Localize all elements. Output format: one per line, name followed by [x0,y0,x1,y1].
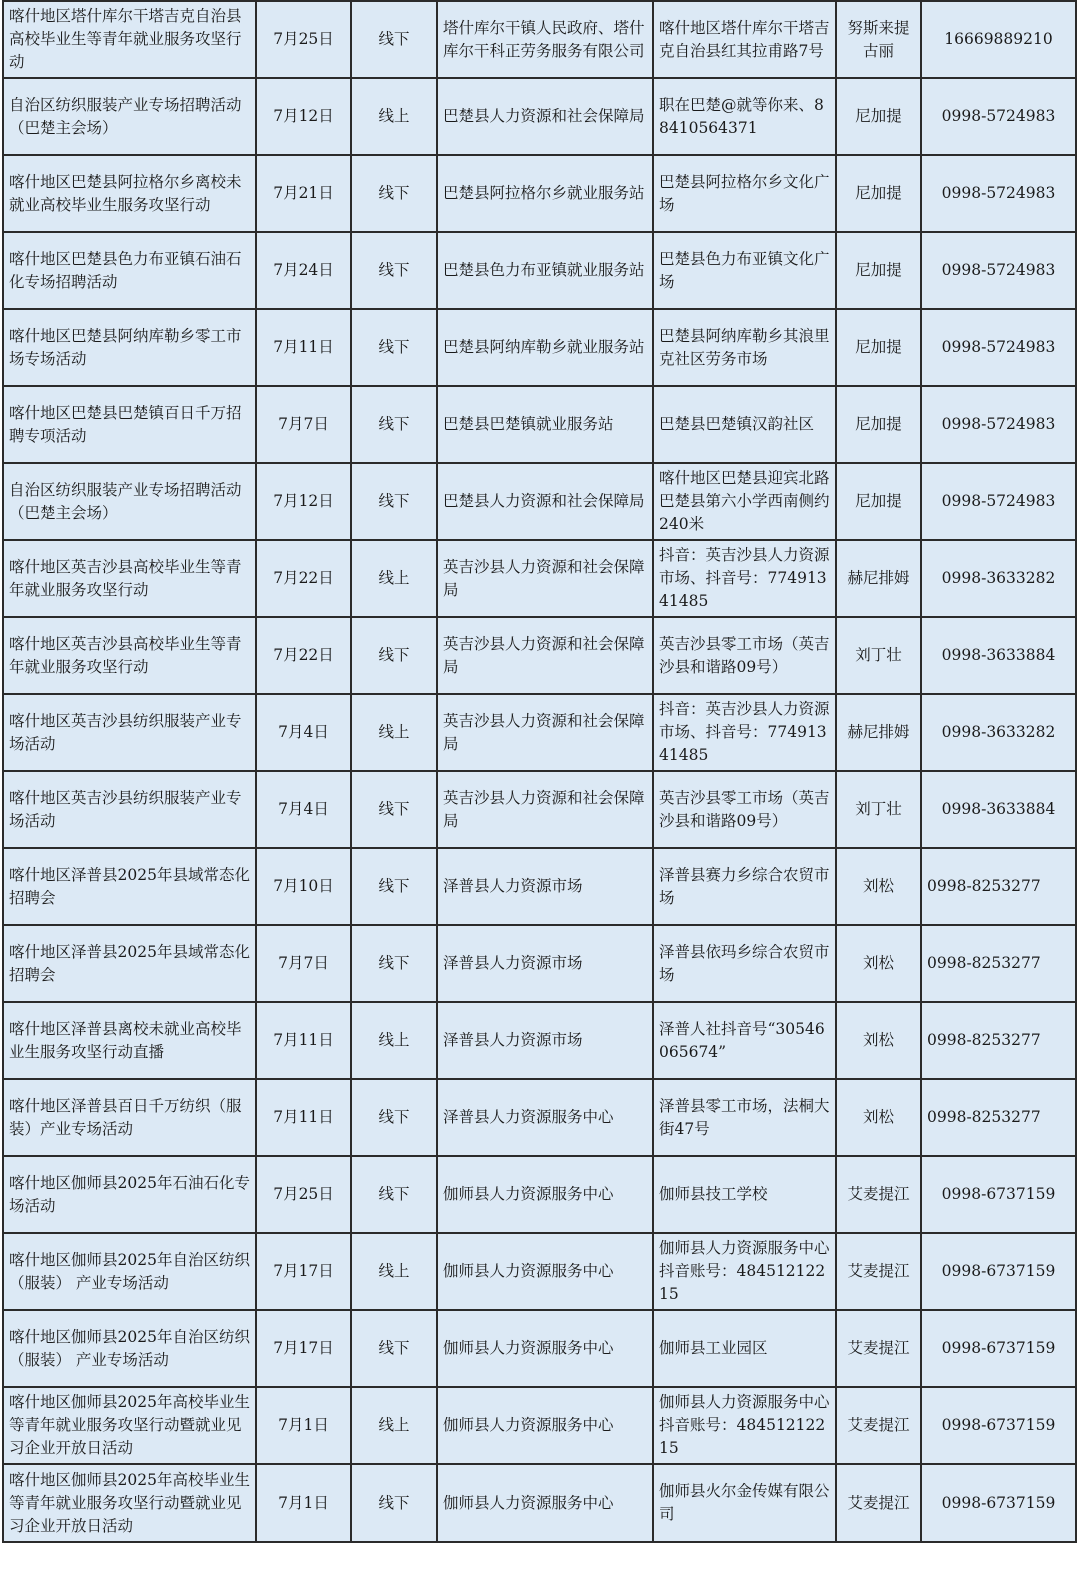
table-row [3,78,1076,155]
mode-cell: 线下 [351,155,437,232]
address-cell: 英吉沙县零工市场（英吉沙县和谐路09号） [653,771,836,848]
table-row [3,694,1076,771]
phone-cell: 16669889210 [921,1,1076,78]
organizer-cell: 伽师县人力资源服务中心 [437,1310,653,1387]
table-row [3,309,1076,386]
address-cell: 英吉沙县零工市场（英吉沙县和谐路09号） [653,617,836,694]
date-cell: 7月17日 [256,1233,351,1310]
address-cell: 伽师县人力资源服务中心抖音账号：48451212215 [653,1387,836,1464]
mode-cell: 线下 [351,1,437,78]
activity-name-cell: 喀什地区英吉沙县纺织服装产业专场活动 [3,771,256,848]
activity-name-cell: 自治区纺织服装产业专场招聘活动（巴楚主会场） [3,463,256,540]
activity-name-cell: 喀什地区伽师县2025年高校毕业生等青年就业服务攻坚行动暨就业见习企业开放日活动 [3,1387,256,1464]
table-row [3,1464,1076,1542]
address-cell: 泽普人社抖音号“30546065674” [653,1002,836,1079]
phone-cell: 0998-6737159 [921,1233,1076,1310]
phone-cell: 0998-5724983 [921,155,1076,232]
table-row [3,771,1076,848]
address-cell: 伽师县人力资源服务中心抖音账号：48451212215 [653,1233,836,1310]
activity-name-cell: 喀什地区英吉沙县纺织服装产业专场活动 [3,694,256,771]
mode-cell: 线上 [351,78,437,155]
phone-cell: 0998-3633282 [921,540,1076,617]
date-cell: 7月12日 [256,463,351,540]
mode-cell: 线下 [351,463,437,540]
table-row [3,155,1076,232]
mode-cell: 线下 [351,232,437,309]
organizer-cell: 泽普县人力资源市场 [437,1002,653,1079]
activity-name-cell: 喀什地区塔什库尔干塔吉克自治县高校毕业生等青年就业服务攻坚行动 [3,1,256,78]
table-row [3,540,1076,617]
activity-name-cell: 喀什地区英吉沙县高校毕业生等青年就业服务攻坚行动 [3,540,256,617]
phone-cell: 0998-5724983 [921,386,1076,463]
activity-name-cell: 喀什地区巴楚县阿拉格尔乡离校未就业高校毕业生服务攻坚行动 [3,155,256,232]
organizer-cell: 伽师县人力资源服务中心 [437,1156,653,1233]
contact-person-cell: 艾麦提江 [836,1310,921,1387]
organizer-cell: 英吉沙县人力资源和社会保障局 [437,617,653,694]
date-cell: 7月12日 [256,78,351,155]
activity-name-cell: 喀什地区泽普县百日千万纺织（服装）产业专场活动 [3,1079,256,1156]
activity-name-cell: 喀什地区伽师县2025年石油石化专场活动 [3,1156,256,1233]
date-cell: 7月25日 [256,1,351,78]
address-cell: 伽师县火尔金传媒有限公司 [653,1464,836,1542]
date-cell: 7月10日 [256,848,351,925]
organizer-cell: 伽师县人力资源服务中心 [437,1233,653,1310]
table-row [3,463,1076,540]
organizer-cell: 泽普县人力资源服务中心 [437,1079,653,1156]
table-row [3,386,1076,463]
contact-person-cell: 刘松 [836,848,921,925]
organizer-cell: 英吉沙县人力资源和社会保障局 [437,540,653,617]
date-cell: 7月7日 [256,386,351,463]
phone-cell: 0998-6737159 [921,1156,1076,1233]
activity-name-cell: 喀什地区巴楚县阿纳库勒乡零工市场专场活动 [3,309,256,386]
date-cell: 7月22日 [256,617,351,694]
activity-name-cell: 喀什地区伽师县2025年自治区纺织（服装） 产业专场活动 [3,1233,256,1310]
address-cell: 伽师县技工学校 [653,1156,836,1233]
contact-person-cell: 刘松 [836,1002,921,1079]
table-row [3,1,1076,78]
date-cell: 7月17日 [256,1310,351,1387]
activity-name-cell: 喀什地区泽普县2025年县域常态化招聘会 [3,848,256,925]
address-cell: 抖音：英吉沙县人力资源市场、抖音号：77491341485 [653,540,836,617]
contact-person-cell: 刘松 [836,925,921,1002]
table-row [3,232,1076,309]
table-row [3,1387,1076,1464]
contact-person-cell: 刘丁壮 [836,617,921,694]
date-cell: 7月11日 [256,1002,351,1079]
phone-cell: 0998-3633282 [921,694,1076,771]
date-cell: 7月21日 [256,155,351,232]
date-cell: 7月4日 [256,771,351,848]
date-cell: 7月4日 [256,694,351,771]
contact-person-cell: 艾麦提江 [836,1156,921,1233]
activity-name-cell: 喀什地区伽师县2025年高校毕业生等青年就业服务攻坚行动暨就业见习企业开放日活动 [3,1464,256,1542]
address-cell: 泽普县零工市场，法桐大街47号 [653,1079,836,1156]
address-cell: 喀什地区巴楚县迎宾北路巴楚县第六小学西南侧约240米 [653,463,836,540]
activity-name-cell: 喀什地区泽普县离校未就业高校毕业生服务攻坚行动直播 [3,1002,256,1079]
mode-cell: 线上 [351,1233,437,1310]
mode-cell: 线上 [351,540,437,617]
contact-person-cell: 尼加提 [836,155,921,232]
contact-person-cell: 刘丁壮 [836,771,921,848]
table-row [3,1156,1076,1233]
job-fair-table [2,0,1077,1543]
date-cell: 7月22日 [256,540,351,617]
contact-person-cell: 赫尼排姆 [836,694,921,771]
table-body [3,1,1076,1542]
mode-cell: 线下 [351,1310,437,1387]
organizer-cell: 巴楚县阿拉格尔乡就业服务站 [437,155,653,232]
activity-name-cell: 喀什地区伽师县2025年自治区纺织（服装） 产业专场活动 [3,1310,256,1387]
organizer-cell: 英吉沙县人力资源和社会保障局 [437,771,653,848]
date-cell: 7月1日 [256,1464,351,1542]
phone-cell: 0998-8253277 [921,925,1076,1002]
mode-cell: 线上 [351,1387,437,1464]
organizer-cell: 塔什库尔干镇人民政府、塔什库尔干科正劳务服务有限公司 [437,1,653,78]
organizer-cell: 伽师县人力资源服务中心 [437,1387,653,1464]
mode-cell: 线下 [351,386,437,463]
organizer-cell: 英吉沙县人力资源和社会保障局 [437,694,653,771]
phone-cell: 0998-8253277 [921,1002,1076,1079]
activity-name-cell: 喀什地区巴楚县巴楚镇百日千万招聘专项活动 [3,386,256,463]
table-row [3,1233,1076,1310]
contact-person-cell: 刘松 [836,1079,921,1156]
mode-cell: 线下 [351,1079,437,1156]
mode-cell: 线下 [351,1464,437,1542]
address-cell: 巴楚县色力布亚镇文化广场 [653,232,836,309]
organizer-cell: 泽普县人力资源市场 [437,925,653,1002]
phone-cell: 0998-6737159 [921,1310,1076,1387]
phone-cell: 0998-8253277 [921,1079,1076,1156]
mode-cell: 线上 [351,694,437,771]
date-cell: 7月7日 [256,925,351,1002]
mode-cell: 线下 [351,617,437,694]
date-cell: 7月25日 [256,1156,351,1233]
date-cell: 7月24日 [256,232,351,309]
address-cell: 抖音：英吉沙县人力资源市场、抖音号：77491341485 [653,694,836,771]
contact-person-cell: 艾麦提江 [836,1233,921,1310]
phone-cell: 0998-6737159 [921,1464,1076,1542]
date-cell: 7月11日 [256,309,351,386]
address-cell: 职在巴楚@就等你来、88410564371 [653,78,836,155]
address-cell: 巴楚县阿纳库勒乡其浪里克社区劳务市场 [653,309,836,386]
phone-cell: 0998-6737159 [921,1387,1076,1464]
table-row [3,848,1076,925]
table-row [3,1310,1076,1387]
mode-cell: 线下 [351,771,437,848]
page-bottom-margin [0,1582,1080,1589]
organizer-cell: 巴楚县巴楚镇就业服务站 [437,386,653,463]
address-cell: 喀什地区塔什库尔干塔吉克自治县红其拉甫路7号 [653,1,836,78]
activity-name-cell: 自治区纺织服装产业专场招聘活动（巴楚主会场） [3,78,256,155]
mode-cell: 线上 [351,1002,437,1079]
contact-person-cell: 尼加提 [836,309,921,386]
mode-cell: 线下 [351,309,437,386]
organizer-cell: 伽师县人力资源服务中心 [437,1464,653,1542]
contact-person-cell: 尼加提 [836,463,921,540]
phone-cell: 0998-3633884 [921,617,1076,694]
address-cell: 巴楚县巴楚镇汉韵社区 [653,386,836,463]
date-cell: 7月1日 [256,1387,351,1464]
mode-cell: 线下 [351,848,437,925]
organizer-cell: 巴楚县阿纳库勒乡就业服务站 [437,309,653,386]
activity-name-cell: 喀什地区英吉沙县高校毕业生等青年就业服务攻坚行动 [3,617,256,694]
organizer-cell: 泽普县人力资源市场 [437,848,653,925]
contact-person-cell: 尼加提 [836,78,921,155]
table-row [3,1002,1076,1079]
mode-cell: 线下 [351,925,437,1002]
phone-cell: 0998-3633884 [921,771,1076,848]
date-cell: 7月11日 [256,1079,351,1156]
contact-person-cell: 赫尼排姆 [836,540,921,617]
activity-name-cell: 喀什地区泽普县2025年县域常态化招聘会 [3,925,256,1002]
phone-cell: 0998-5724983 [921,309,1076,386]
contact-person-cell: 努斯来提古丽 [836,1,921,78]
table-row [3,1079,1076,1156]
phone-cell: 0998-8253277 [921,848,1076,925]
organizer-cell: 巴楚县人力资源和社会保障局 [437,78,653,155]
phone-cell: 0998-5724983 [921,78,1076,155]
phone-cell: 0998-5724983 [921,232,1076,309]
contact-person-cell: 尼加提 [836,386,921,463]
phone-cell: 0998-5724983 [921,463,1076,540]
contact-person-cell: 尼加提 [836,232,921,309]
address-cell: 巴楚县阿拉格尔乡文化广场 [653,155,836,232]
table-row [3,617,1076,694]
contact-person-cell: 艾麦提江 [836,1464,921,1542]
table-row [3,925,1076,1002]
address-cell: 泽普县赛力乡综合农贸市场 [653,848,836,925]
address-cell: 泽普县依玛乡综合农贸市场 [653,925,836,1002]
activity-name-cell: 喀什地区巴楚县色力布亚镇石油石化专场招聘活动 [3,232,256,309]
mode-cell: 线下 [351,1156,437,1233]
contact-person-cell: 艾麦提江 [836,1387,921,1464]
organizer-cell: 巴楚县人力资源和社会保障局 [437,463,653,540]
address-cell: 伽师县工业园区 [653,1310,836,1387]
organizer-cell: 巴楚县色力布亚镇就业服务站 [437,232,653,309]
